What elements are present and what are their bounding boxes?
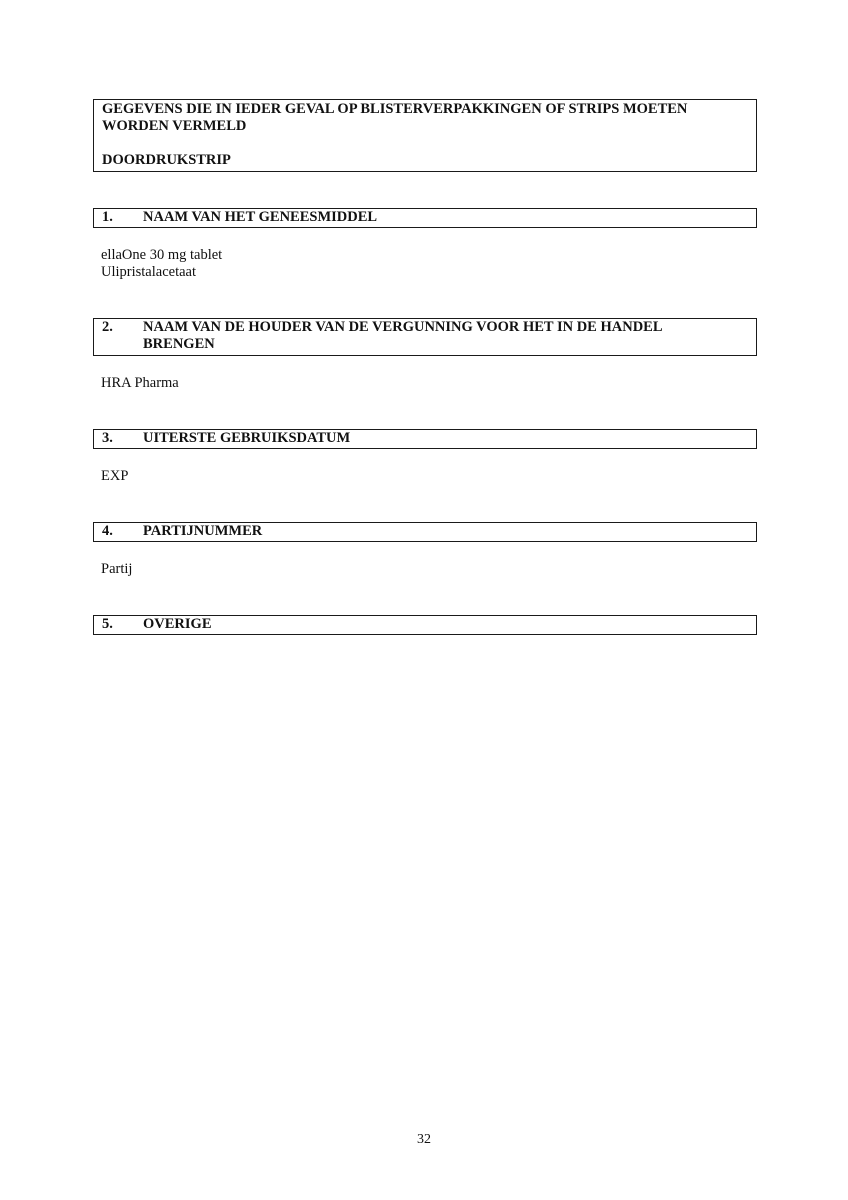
section-4-title: PARTIJNUMMER <box>143 523 263 539</box>
section-5-title: OVERIGE <box>143 616 212 632</box>
title-subheading: DOORDRUKSTRIP <box>102 152 231 168</box>
section-1-number: 1. <box>102 209 113 225</box>
section-4-body <box>93 561 757 578</box>
title-box <box>93 99 757 172</box>
section-3-title: UITERSTE GEBRUIKSDATUM <box>143 430 351 446</box>
section-1-body <box>93 247 757 281</box>
section-1-heading <box>93 208 757 228</box>
section-2-body <box>93 375 757 392</box>
title-heading-line-2: WORDEN VERMELD <box>102 118 247 134</box>
section-1-body-line-2: Ulipristalacetaat <box>101 264 197 280</box>
section-1-body-line-1: ellaOne 30 mg tablet <box>101 247 223 263</box>
title-spacer <box>102 135 748 152</box>
section-2-title-line-2: BRENGEN <box>143 336 215 352</box>
section-5-heading <box>93 615 757 635</box>
section-5-number: 5. <box>102 616 113 632</box>
section-4-number: 4. <box>102 523 113 539</box>
section-3-heading <box>93 429 757 449</box>
section-1-title: NAAM VAN HET GENEESMIDDEL <box>143 209 378 225</box>
page-number: 32 <box>417 1132 431 1147</box>
section-4-body-line-1: Partij <box>101 561 133 577</box>
section-2-body-line-1: HRA Pharma <box>101 375 179 391</box>
section-2-number: 2. <box>102 319 113 335</box>
section-2-heading <box>93 318 757 356</box>
title-heading-line-1: GEGEVENS DIE IN IEDER GEVAL OP BLISTERVERPAKKINGEN OF STRIPS MOETEN <box>102 101 688 117</box>
document-page <box>93 99 757 635</box>
section-3-body <box>93 468 757 485</box>
section-3-body-line-1: EXP <box>101 468 129 484</box>
section-3-number: 3. <box>102 430 113 446</box>
section-2-title-line-1: NAAM VAN DE HOUDER VAN DE VERGUNNING VOOR HET IN DE HANDEL <box>143 319 663 335</box>
section-4-heading <box>93 522 757 542</box>
section-2-title <box>143 319 748 353</box>
